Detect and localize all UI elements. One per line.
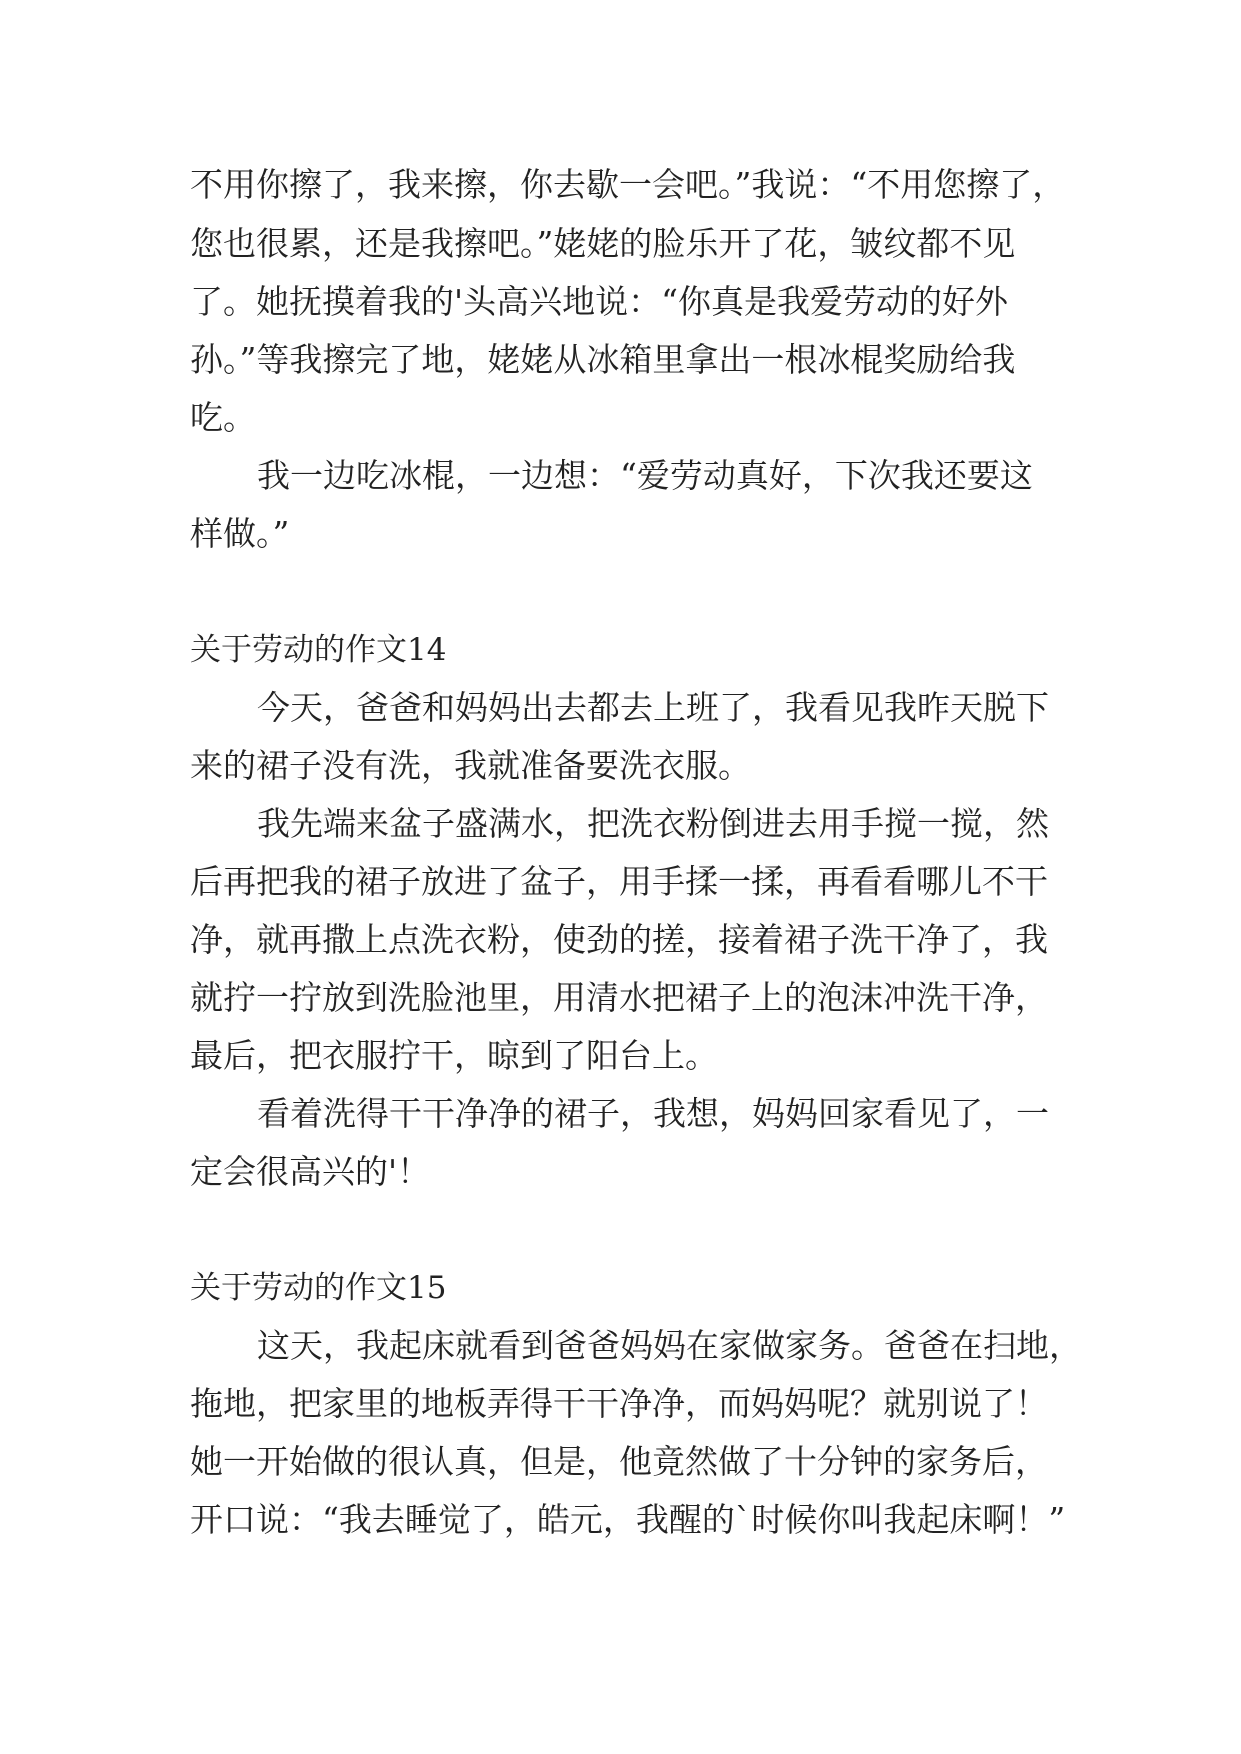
paragraph-first-line: 今天，爸爸和妈妈出去都去上班了，我看见我昨天脱下	[257, 688, 1049, 727]
text-line: 吃。	[190, 398, 256, 437]
text-line: 定会很高兴的'！	[190, 1152, 431, 1191]
text-line: 来的裙子没有洗，我就准备要洗衣服。	[190, 746, 751, 785]
section-heading: 关于劳动的作文15	[190, 1270, 447, 1306]
paragraph-first-line: 我先端来盆子盛满水，把洗衣粉倒进去用手搅一搅，然	[257, 804, 1049, 843]
text-line: 最后，把衣服拧干，晾到了阳台上。	[190, 1036, 718, 1075]
text-line: 就拧一拧放到洗脸池里，用清水把裙子上的泡沫冲洗干净，	[190, 978, 1048, 1017]
text-line: 不用你擦了，我来擦，你去歇一会吧。”我说：“不用您擦了，	[190, 165, 1066, 204]
section-heading: 关于劳动的作文14	[190, 632, 447, 668]
text-line: 后再把我的裙子放进了盆子，用手揉一揉，再看看哪儿不干	[190, 862, 1048, 901]
text-line: 样做。”	[190, 514, 290, 553]
text-line: 孙。”等我擦完了地，姥姥从冰箱里拿出一根冰棍奖励给我	[190, 340, 1016, 379]
text-line: 了。她抚摸着我的'头高兴地说：“你真是我爱劳动的好外	[190, 282, 1008, 321]
text-line: 拖地，把家里的地板弄得干干净净，而妈妈呢？就别说了！	[190, 1384, 1048, 1423]
text-line: 她一开始做的很认真，但是，他竟然做了十分钟的家务后，	[190, 1442, 1048, 1481]
text-line: 开口说：“我去睡觉了，皓元，我醒的`时候你叫我起床啊！”	[190, 1500, 1066, 1539]
text-line: 您也很累，还是我擦吧。”姥姥的脸乐开了花，皱纹都不见	[190, 224, 1016, 263]
paragraph-first-line: 看着洗得干干净净的裙子，我想，妈妈回家看见了，一	[257, 1094, 1049, 1133]
paragraph-first-line: 这天，我起床就看到爸爸妈妈在家做家务。爸爸在扫地，	[257, 1326, 1082, 1365]
paragraph-first-line: 我一边吃冰棍，一边想：“爱劳动真好，下次我还要这	[257, 456, 1033, 495]
text-line: 净，就再撒上点洗衣粉，使劲的搓，接着裙子洗干净了，我	[190, 920, 1048, 959]
